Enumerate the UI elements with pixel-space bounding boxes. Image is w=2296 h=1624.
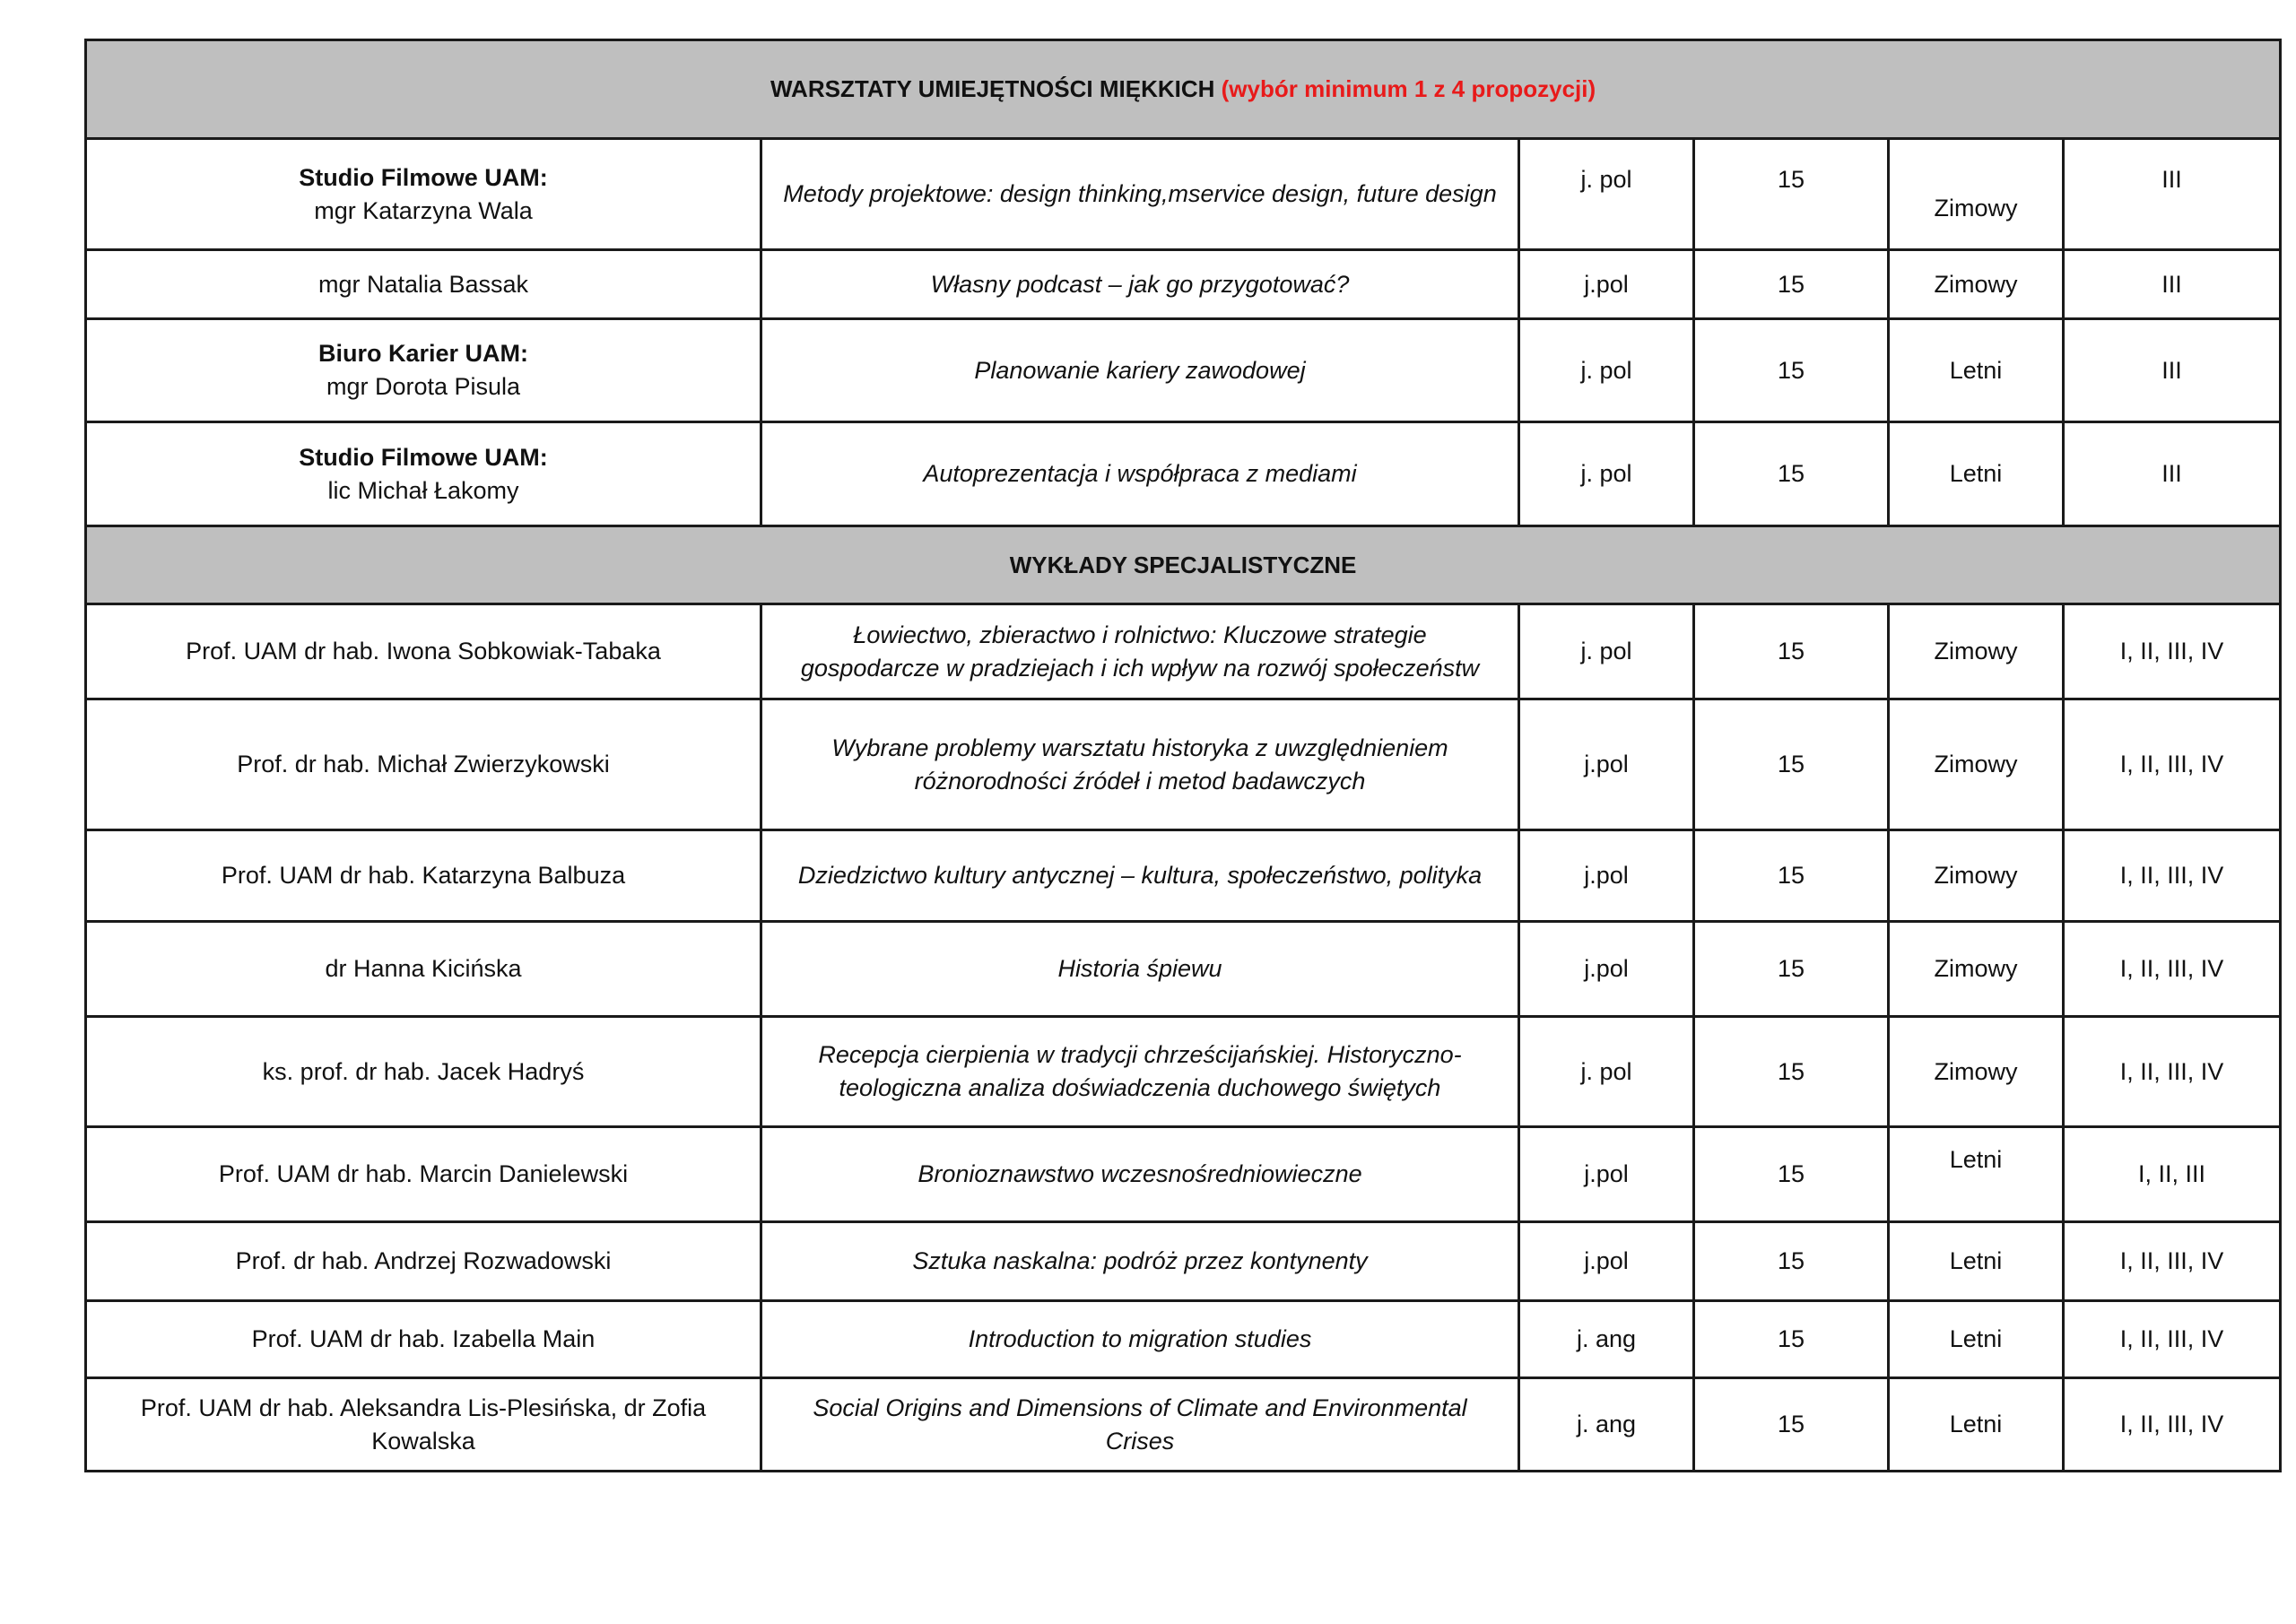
hours: 15 — [1694, 604, 1889, 699]
semester: Zimowy — [1889, 1017, 2064, 1127]
course-title: Introduction to migration studies — [761, 1301, 1519, 1378]
semester: Letni — [1889, 319, 2064, 422]
study-year: I, II, III, IV — [2064, 1222, 2281, 1301]
hours: 15 — [1694, 319, 1889, 422]
table-row — [86, 699, 2281, 830]
table-row — [86, 922, 2281, 1017]
study-year: I, II, III, IV — [2064, 1017, 2281, 1127]
semester: Zimowy — [1889, 604, 2064, 699]
hours: 15 — [1694, 1127, 1889, 1222]
lecturer-name: lic Michał Łakomy — [327, 476, 519, 504]
section-title: WARSZTATY UMIEJĘTNOŚCI MIĘKKICH — [770, 75, 1215, 102]
course-title: Social Origins and Dimensions of Climate and Environmental Crises — [761, 1378, 1519, 1472]
language: j. pol — [1519, 1017, 1694, 1127]
organization-name: Biuro Karier UAM: — [317, 340, 529, 367]
table-row — [86, 1378, 2281, 1472]
hours: 15 — [1694, 699, 1889, 830]
hours: 15 — [1694, 1017, 1889, 1127]
course-title: Planowanie kariery zawodowej — [761, 319, 1519, 422]
lecturer-name: mgr Dorota Pisula — [326, 373, 521, 400]
course-table — [84, 39, 2282, 1472]
table-row — [86, 1222, 2281, 1301]
course-title: Historia śpiewu — [761, 922, 1519, 1017]
course-title: Bronioznawstwo wczesnośredniowieczne — [761, 1127, 1519, 1222]
language: j. pol — [1519, 422, 1694, 526]
study-year: I, II, III, IV — [2064, 1301, 2281, 1378]
hours: 15 — [1694, 1378, 1889, 1472]
table-row — [86, 1301, 2281, 1378]
study-year: I, II, III, IV — [2064, 604, 2281, 699]
lecturer-name: Prof. UAM dr hab. Katarzyna Balbuza — [86, 830, 761, 922]
hours: 15 — [1694, 830, 1889, 922]
semester: Zimowy — [1889, 699, 2064, 830]
study-year: I, II, III — [2064, 1127, 2281, 1222]
lecturer-name: mgr Katarzyna Wala — [314, 196, 533, 224]
course-title: Metody projektowe: design thinking,mservice design, future design — [761, 139, 1519, 250]
course-title: Recepcja cierpienia w tradycji chrześcijańskiej. Historyczno-teologiczna analiza doświadczenia duchowego świętych — [761, 1017, 1519, 1127]
study-year: III — [2064, 422, 2281, 526]
section-title-cell — [86, 40, 2281, 139]
semester: Letni — [1889, 1378, 2064, 1472]
language: j.pol — [1519, 1222, 1694, 1301]
semester: Zimowy — [1889, 250, 2064, 319]
language: j.pol — [1519, 1127, 1694, 1222]
lecturer-name: Prof. dr hab. Michał Zwierzykowski — [86, 699, 761, 830]
lecturer-cell — [86, 250, 761, 319]
study-year: III — [2064, 139, 2281, 250]
table-row — [86, 830, 2281, 922]
lecturer-cell — [86, 139, 761, 250]
course-title: Własny podcast – jak go przygotować? — [761, 250, 1519, 319]
lecturer-name: Prof. UAM dr hab. Izabella Main — [86, 1301, 761, 1378]
hours: 15 — [1694, 922, 1889, 1017]
hours: 15 — [1694, 422, 1889, 526]
lecturer-name: ks. prof. dr hab. Jacek Hadryś — [86, 1017, 761, 1127]
section-header-specialist-lectures — [86, 526, 2281, 604]
lecturer-cell — [86, 319, 761, 422]
semester: Zimowy — [1889, 139, 2064, 250]
study-year: I, II, III, IV — [2064, 830, 2281, 922]
table-row — [86, 250, 2281, 319]
language: j.pol — [1519, 922, 1694, 1017]
organization-name: Studio Filmowe UAM: — [299, 163, 548, 191]
study-year: I, II, III, IV — [2064, 922, 2281, 1017]
lecturer-name: Prof. UAM dr hab. Aleksandra Lis-Plesińska, dr Zofia Kowalska — [86, 1378, 761, 1472]
section-title: WYKŁADY SPECJALISTYCZNE — [86, 526, 2281, 604]
study-year: III — [2064, 319, 2281, 422]
language: j. ang — [1519, 1301, 1694, 1378]
lecturer-name: dr Hanna Kicińska — [86, 922, 761, 1017]
lecturer-name: Prof. UAM dr hab. Iwona Sobkowiak-Tabaka — [86, 604, 761, 699]
table-row — [86, 604, 2281, 699]
hours: 15 — [1694, 1301, 1889, 1378]
study-year: I, II, III, IV — [2064, 699, 2281, 830]
table-row — [86, 422, 2281, 526]
course-title: Dziedzictwo kultury antycznej – kultura, społeczeństwo, polityka — [761, 830, 1519, 922]
language: j. pol — [1519, 139, 1694, 250]
language: j.pol — [1519, 699, 1694, 830]
course-table-page — [84, 39, 2279, 1472]
language: j. ang — [1519, 1378, 1694, 1472]
course-title: Łowiectwo, zbieractwo i rolnictwo: Kluczowe strategie gospodarcze w pradziejach i ich wpływ na rozwój społeczeństw — [761, 604, 1519, 699]
semester: Letni — [1889, 1127, 2064, 1222]
table-row — [86, 139, 2281, 250]
course-title: Autoprezentacja i współpraca z mediami — [761, 422, 1519, 526]
semester: Letni — [1889, 1301, 2064, 1378]
study-year: III — [2064, 250, 2281, 319]
lecturer-name: Prof. dr hab. Andrzej Rozwadowski — [86, 1222, 761, 1301]
hours: 15 — [1694, 1222, 1889, 1301]
course-title: Wybrane problemy warsztatu historyka z uwzględnieniem różnorodności źródeł i metod badawczych — [761, 699, 1519, 830]
table-row — [86, 1127, 2281, 1222]
table-row — [86, 319, 2281, 422]
lecturer-cell — [86, 422, 761, 526]
hours: 15 — [1694, 139, 1889, 250]
semester: Zimowy — [1889, 830, 2064, 922]
table-row — [86, 1017, 2281, 1127]
organization-name: Studio Filmowe UAM: — [299, 443, 548, 471]
section-note: (wybór minimum 1 z 4 propozycji) — [1221, 75, 1596, 102]
semester: Zimowy — [1889, 922, 2064, 1017]
semester: Letni — [1889, 422, 2064, 526]
course-title: Sztuka naskalna: podróż przez kontynenty — [761, 1222, 1519, 1301]
lecturer-name: Prof. UAM dr hab. Marcin Danielewski — [86, 1127, 761, 1222]
section-header-soft-skills — [86, 40, 2281, 139]
lecturer-name: mgr Natalia Bassak — [317, 270, 529, 298]
study-year: I, II, III, IV — [2064, 1378, 2281, 1472]
language: j.pol — [1519, 830, 1694, 922]
hours: 15 — [1694, 250, 1889, 319]
language: j. pol — [1519, 319, 1694, 422]
semester: Letni — [1889, 1222, 2064, 1301]
language: j.pol — [1519, 250, 1694, 319]
language: j. pol — [1519, 604, 1694, 699]
